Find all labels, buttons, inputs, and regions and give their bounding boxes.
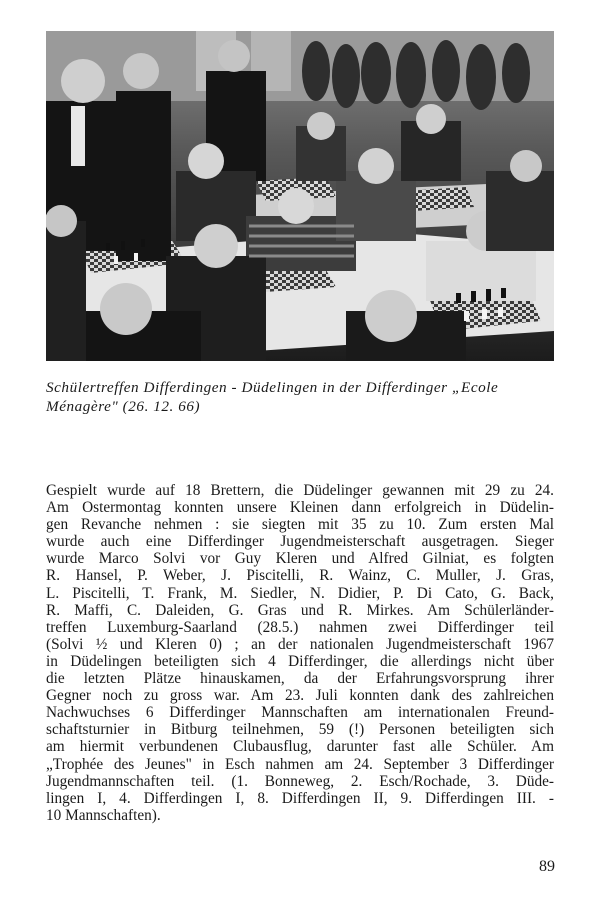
text-line: „Trophée des Jeunes" in Esch nahmen am 24. September 3 Differdinger <box>46 755 554 773</box>
text-line: gen Revanche nehmen : sie siegten mit 35 zu 10. Zum ersten Mal <box>46 516 554 534</box>
text-line: wurde auch eine Differdinger Jugendmeisterschaft ausgetragen. Sieger <box>46 533 554 551</box>
text-line: am hiermit verbundenen Clubausflug, darunter fast alle Schüler. Am <box>46 738 554 756</box>
text-line: treffen Luxemburg-Saarland (28.5.) nahmen zwei Differdinger teil <box>46 618 554 636</box>
text-line: lingen I, 4. Differdingen I, 8. Differdingen II, 9. Differdingen III. - <box>46 789 554 807</box>
page-number: 89 <box>539 858 555 875</box>
text-line: schaftsturnier in Bitburg teilnehmen, 59 (!) Personen beteiligten sich <box>46 721 554 739</box>
text-line: (Solvi ½ und Kleren 0) ; an der nationalen Jugendmeisterschaft 1967 <box>46 635 554 653</box>
text-line: L. Piscitelli, T. Frank, M. Siedler, N. Didier, P. Di Cato, G. Back, <box>46 584 554 602</box>
text-line: Jugendmannschaften teil. (1. Bonneweg, 2. Esch/Rochade, 3. Düde- <box>46 772 554 790</box>
text-line: wurde Marco Solvi vor Guy Kleren und Alfred Gilniat, es folgten <box>46 550 554 568</box>
text-line: Nachwuchses 6 Differdinger Mannschaften am internationalen Freund- <box>46 704 554 722</box>
text-line: R. Maffi, C. Daleiden, G. Gras und R. Mirkes. Am Schülerländer- <box>46 601 554 619</box>
text-line: in Düdelingen beteiligten sich 4 Differdinger, die allerdings nicht über <box>46 652 554 670</box>
caption-line: Schülertreffen Differdingen - Düdelingen in der Differdinger „Ecole <box>46 379 499 396</box>
text-line: die letzten Plätze hinauskamen, da der Erfahrungsvorsprung ihrer <box>46 670 554 688</box>
photo-caption <box>46 378 556 416</box>
caption-line: Ménagère" (26. 12. 66) <box>46 398 201 415</box>
text-line: 10 Mannschaften). <box>46 806 161 824</box>
text-line: Gespielt wurde auf 18 Brettern, die Düdelinger gewannen mit 29 zu 24. <box>46 482 554 499</box>
chess-meeting-photo <box>46 31 554 361</box>
body-paragraph <box>46 482 554 824</box>
text-line: R. Hansel, P. Weber, J. Piscitelli, R. Wainz, C. Muller, J. Gras, <box>46 567 554 585</box>
text-line: Am Ostermontag konnten unsere Kleinen dann erfolgreich in Düdelin- <box>46 499 554 517</box>
text-line: Gegner noch zu gross war. Am 23. Juli konnten dank des zahlreichen <box>46 687 554 705</box>
photo-image <box>46 31 554 361</box>
